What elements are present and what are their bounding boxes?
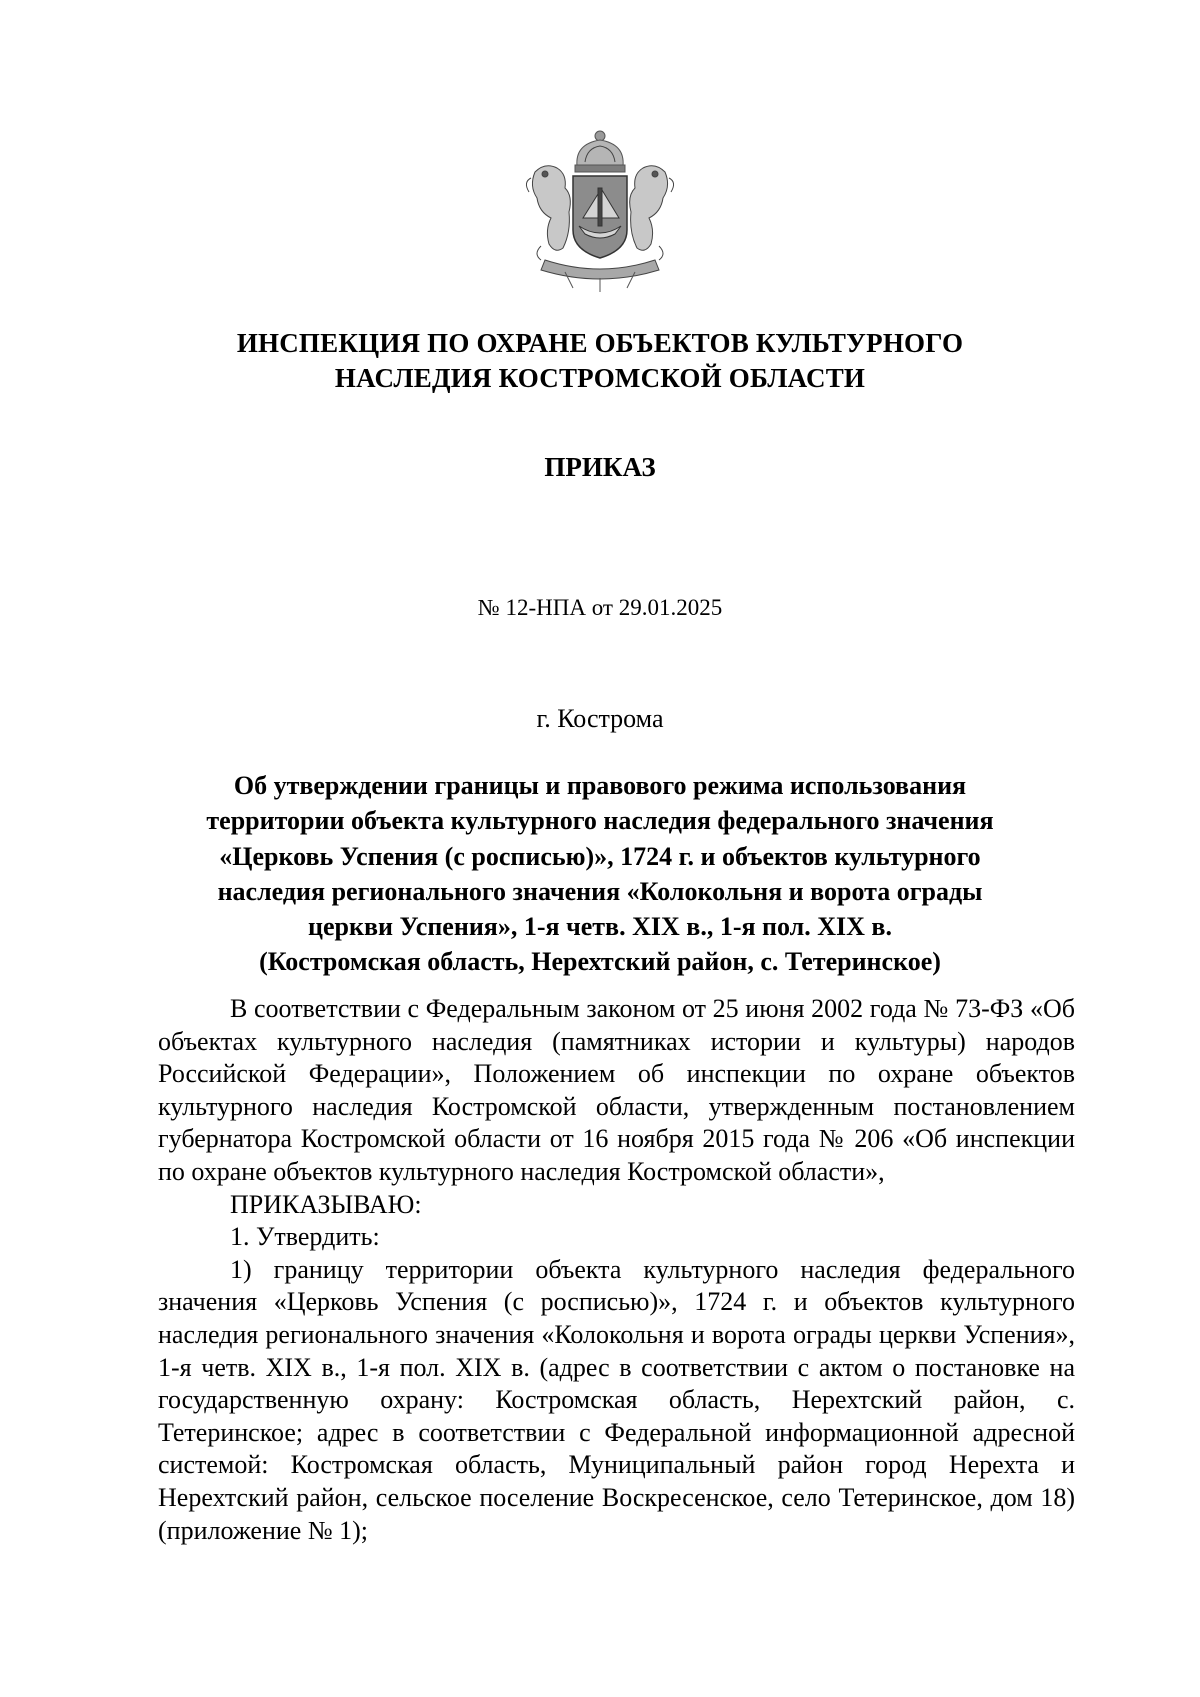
order-body <box>158 993 1075 1547</box>
kostroma-coat-of-arms-icon <box>515 122 685 292</box>
order-number: № 12-НПА от 29.01.2025 <box>477 595 723 620</box>
item-1-1: 1) границу территории объекта культурного наследия федерального значения «Церковь Успения (с росписью)», 1724 г. и объектов культурного наследия регионального значения «Колокольня и ворота ограды церкви Успения», 1-я четв. XIX в., 1-я пол. XIX в. (адрес в соответствии с актом о постановке на государственную охрану: Костромская область, Нерехтский район, с. Тетеринское; адрес в соответствии с Федеральной информационной адресной системой: Костромская область, Муниципальный район город Нерехта и Нерехтский район, сельское поселение Воскресенское, село Тетеринское, дом 18) (приложение № 1); <box>158 1254 1075 1545</box>
order-city: г. Кострома <box>536 704 664 733</box>
organization-name <box>140 326 1060 396</box>
decree-word: ПРИКАЗЫВАЮ: <box>230 1189 422 1219</box>
subject-line: церкви Успения», 1-я четв. XIX в., 1-я пол. XIX в. <box>308 912 892 942</box>
subject-line: (Костромская область, Нерехтский район, с. Тетеринское) <box>259 947 941 977</box>
subject-line: территории объекта культурного наследия федерального значения <box>206 806 994 836</box>
subject-line: наследия регионального значения «Колокольня и ворота ограды <box>217 876 983 906</box>
order-subject <box>150 768 1050 980</box>
preamble-paragraph: В соответствии с Федеральным законом от 25 июня 2002 года № 73-ФЗ «Об объектах культурного наследия (памятниках истории и культуры) народов Российской Федерации», Положением об инспекции по охране объектов культурного наследия Костромской области, утвержденным постановлением губернатора Костромской области от 16 ноября 2015 года № 206 «Об инспекции по охране объектов культурного наследия Костромской области», <box>158 994 1075 1186</box>
subject-line: Об утверждении границы и правового режима использования <box>233 771 967 800</box>
subject-line: «Церковь Успения (с росписью)», 1724 г. и объектов культурного <box>219 841 981 871</box>
organization-name-line-1: ИНСПЕКЦИЯ ПО ОХРАНЕ ОБЪЕКТОВ КУЛЬТУРНОГО <box>236 328 964 358</box>
organization-name-line-2: НАСЛЕДИЯ КОСТРОМСКОЙ ОБЛАСТИ <box>334 363 866 393</box>
order-title: ПРИКАЗ <box>544 452 656 482</box>
item-1: 1. Утвердить: <box>230 1222 380 1252</box>
